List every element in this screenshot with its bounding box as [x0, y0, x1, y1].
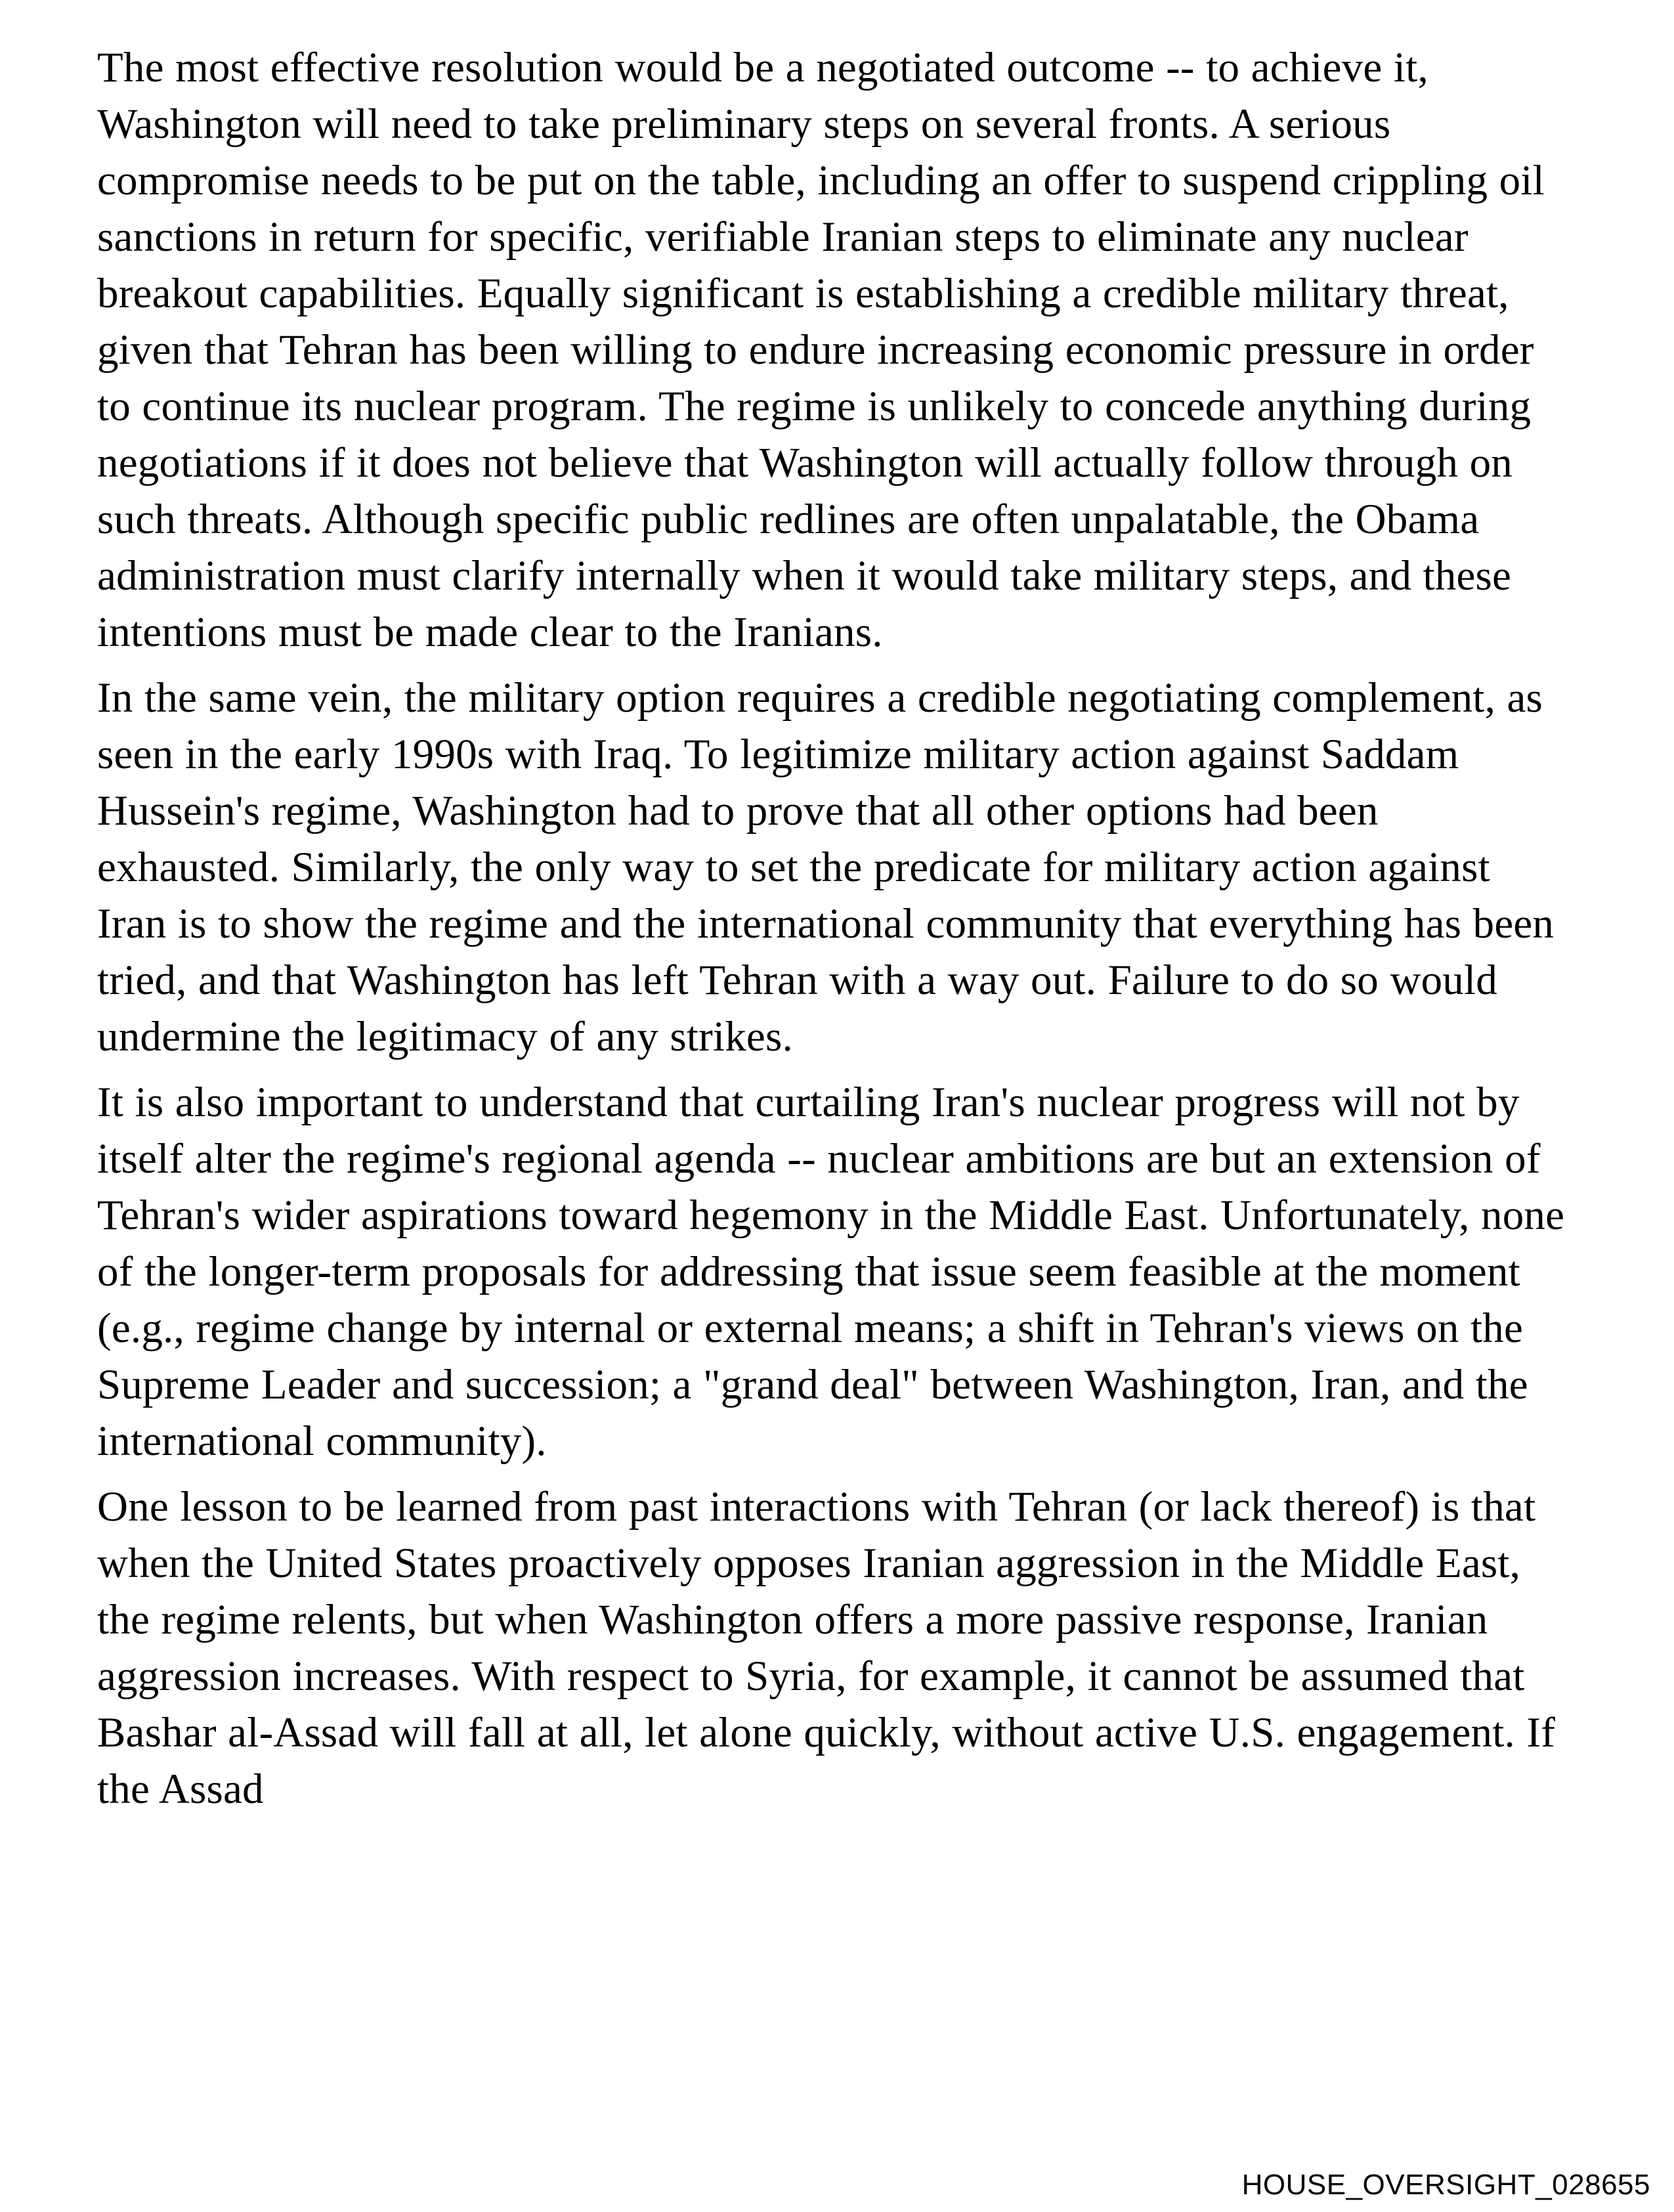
paragraph-4: One lesson to be learned from past interactions with Tehran (or lack thereof) is that when the United States proactively opposes Iranian aggression in the Middle East, the regime relents, but when Washington offers a more passive response, Iranian aggression increases. With respect to Syria, for example, it cannot be assumed that Bashar al-Assad will fall at all, let alone quickly, without active U.S. engagement. If the Assad [97, 1483, 1556, 1813]
document-id-label: HOUSE_OVERSIGHT_028655 [1241, 2169, 1650, 2201]
paragraph-2: In the same vein, the military option requires a credible negotiating complement, as seen in the early 1990s with Iraq. To legitimize military action against Saddam Hussein's regime, Washington had to prove that all other options had been exhausted. Similarly, the only way to set the predicate for military action against Iran is to show the regime and the international community that everything has been tried, and that Washington has left Tehran with a way out. Failure to do so would undermine the legitimacy of any strikes. [97, 674, 1555, 1060]
document-text-body [97, 39, 1569, 1827]
paragraph-1: The most effective resolution would be a negotiated outcome -- to achieve it, Washington will need to take preliminary steps on several fronts. A serious compromise needs to be put on the table, including an offer to suspend crippling oil sanctions in return for specific, verifiable Iranian steps to eliminate any nuclear breakout capabilities. Equally significant is establishing a credible military threat, given that Tehran has been willing to endure increasing economic pressure in order to continue its nuclear program. The regime is unlikely to concede anything during negotiations if it does not believe that Washington will actually follow through on such threats. Although specific public redlines are often unpalatable, the Obama administration must clarify internally when it would take military steps, and these intentions must be made clear to the Iranians. [97, 44, 1545, 656]
paragraph-3: It is also important to understand that curtailing Iran's nuclear progress will not by itself alter the regime's regional agenda -- nuclear ambitions are but an extension of Tehran's wider aspirations toward hegemony in the Middle East. Unfortunately, none of the longer-term proposals for addressing that issue seem feasible at the moment (e.g., regime change by internal or external means; a shift in Tehran's views on the Supreme Leader and succession; a "grand deal" between Washington, Iran, and the international community). [97, 1079, 1565, 1465]
